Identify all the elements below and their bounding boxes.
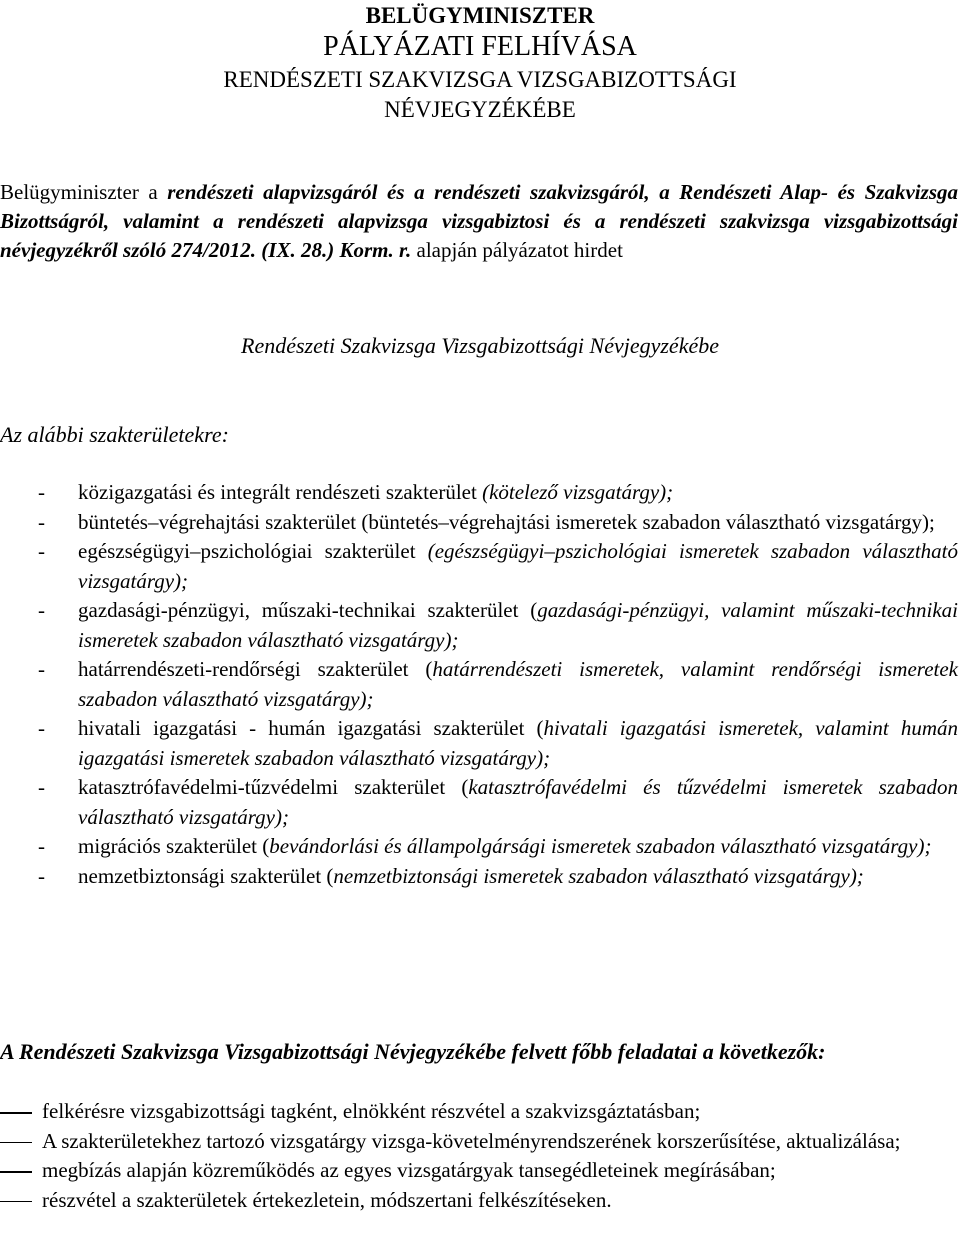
area-subject: (kötelező vizsgatárgy); [482, 480, 674, 504]
list-dash: - [38, 834, 45, 858]
task-text: megbízás alapján közreműködés az egyes vizsgatárgyak tansegédleteinek megírásában; [42, 1158, 776, 1182]
area-name: gazdasági-pénzügyi, műszaki-technikai szakterület ( [78, 598, 538, 622]
area-subject: hivatali igazgatási ismeretek, valamint humán igazgatási ismeretek szabadon választható vizsgatárgy); [78, 716, 958, 770]
dash-bullet-icon [0, 1112, 32, 1114]
area-name: katasztrófavédelmi-tűzvédelmi szakterület ( [78, 775, 469, 799]
document-title: BELÜGYMINISZTER [365, 3, 595, 28]
area-name: migrációs szakterület ( [78, 834, 270, 858]
task-text: részvétel a szakterületek értekezletein, módszertani felkészítéseken. [42, 1187, 612, 1212]
list-dash: - [38, 657, 45, 681]
list-dash: - [38, 539, 45, 563]
area-subject: (egészségügyi–pszichológiai ismeretek szabadon választható vizsgatárgy); [78, 539, 958, 593]
document-heading-line-3: RENDÉSZETI SZAKVIZSGA VIZSGABIZOTTSÁGI [223, 67, 737, 92]
intro-suffix: alapján pályázatot hirdet [416, 238, 623, 262]
list-dash: - [38, 598, 45, 622]
area-subject: nemzetbiztonsági ismeretek szabadon választható vizsgatárgy); [333, 863, 864, 888]
intro-paragraph [0, 178, 958, 265]
area-name: egészségügyi–pszichológiai szakterület [78, 539, 416, 563]
area-subject: bevándorlási és állampolgársági ismeretek szabadon választható vizsgatárgy); [269, 834, 932, 858]
area-item [0, 537, 958, 596]
area-name: határrendészeti-rendőrségi szakterület ( [78, 657, 433, 681]
document-subtitle: PÁLYÁZATI FELHÍVÁSA [323, 31, 637, 62]
area-item [0, 714, 958, 773]
task-item [0, 1156, 958, 1186]
document-heading-line-4: NÉVJEGYZÉKÉBE [384, 97, 576, 122]
dash-bullet-icon [0, 1171, 32, 1173]
areas-heading: Az alábbi szakterületekre: [0, 422, 229, 447]
area-subject: gazdasági-pénzügyi, valamint műszaki-technikai ismeretek szabadon választható vizsgatárgy); [78, 598, 958, 652]
task-item [0, 1127, 958, 1157]
area-item [0, 655, 958, 714]
area-subject: határrendészeti ismeretek, valamint rendőrségi ismeretek szabadon választható vizsgatárgy); [78, 657, 958, 711]
area-item [0, 773, 958, 832]
task-item [0, 1186, 958, 1216]
area-item [0, 596, 958, 655]
list-dash: - [38, 716, 45, 740]
law-reference: rendészeti alapvizsgáról és a rendészeti szakvizsgáról, a Rendészeti Alap- és Szakvizsga Bizottságról, valamint a rendészeti alapvizsga vizsgabiztosi és a rendészeti szakvizsga vizsgabizottsági névjegyzékről szóló 274/2012. (IX. 28.) Korm. r. [0, 180, 958, 262]
task-text: felkérésre vizsgabizottsági tagként, elnökként részvétel a szakvizsgáztatásban; [42, 1099, 701, 1123]
area-subject: katasztrófavédelmi és tűzvédelmi ismeretek szabadon választható vizsgatárgy); [78, 775, 958, 829]
intro-prefix: Belügyminiszter a [0, 180, 158, 204]
task-text: A szakterületekhez tartozó vizsgatárgy vizsga-követelményrendszerének korszerűsítése, aktualizálása; [42, 1128, 901, 1153]
area-name: közigazgatási és integrált rendészeti szakterület [78, 480, 477, 504]
area-item [0, 832, 958, 862]
dash-bullet-icon [0, 1142, 32, 1144]
dash-bullet-icon [0, 1201, 32, 1203]
areas-list [0, 478, 958, 891]
list-dash: - [38, 480, 45, 504]
tasks-heading: A Rendészeti Szakvizsga Vizsgabizottsági Névjegyzékébe felvett főbb feladatai a következők: [0, 1039, 826, 1064]
area-name: hivatali igazgatási - humán igazgatási szakterület ( [78, 716, 544, 740]
task-item [0, 1097, 958, 1127]
area-name: nemzetbiztonsági szakterület ( [78, 863, 334, 888]
area-name: büntetés–végrehajtási szakterület (büntetés–végrehajtási ismeretek szabadon választható vizsgatárgy); [78, 509, 935, 534]
list-dash: - [38, 863, 45, 888]
tasks-list [0, 1097, 958, 1215]
area-item [0, 508, 958, 538]
list-dash: - [38, 775, 45, 799]
area-item [0, 478, 958, 508]
area-item [0, 862, 958, 892]
target-register-heading: Rendészeti Szakvizsga Vizsgabizottsági Névjegyzékébe [241, 333, 719, 358]
list-dash: - [38, 509, 45, 534]
